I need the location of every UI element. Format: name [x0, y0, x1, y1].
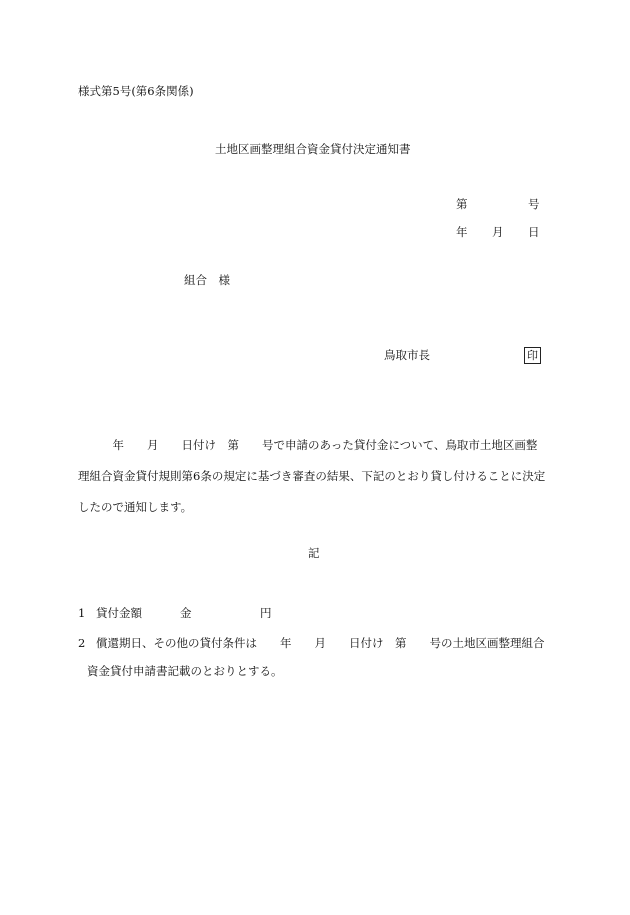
- ki-heading: 記: [308, 546, 320, 560]
- item2-line1: 償還期日、その他の貸付条件は 年 月 日付け 第 号の土地区画整理組合: [96, 636, 545, 650]
- date-day: 日: [528, 225, 540, 239]
- body-line: 理組合資金貸付規則第6条の規定に基づき審査の結果、下記のとおり貸し付けることに決定: [78, 469, 546, 483]
- item2-number: 2: [78, 636, 86, 650]
- sender-name: 鳥取市長: [384, 348, 430, 362]
- date-month: 月: [492, 225, 504, 239]
- body-line: 年 月 日付け 第 号で申請のあった貸付金について、鳥取市土地区画整: [78, 438, 538, 452]
- item1-label: 貸付金額: [96, 606, 142, 620]
- item2-line2: 資金貸付申請書記載のとおりとする。: [87, 664, 283, 678]
- document-title: 土地区画整理組合資金貸付決定通知書: [215, 142, 411, 156]
- form-number: 様式第5号(第6条関係): [78, 84, 194, 98]
- item1-en: 円: [260, 606, 272, 620]
- doc-number-go: 号: [528, 197, 540, 211]
- body-paragraph: [78, 430, 554, 523]
- date-year: 年: [456, 225, 468, 239]
- body-line: したので通知します。: [78, 500, 193, 514]
- official-seal-stamp: 印: [524, 347, 541, 364]
- addressee: 組合 様: [184, 273, 230, 287]
- doc-number-dai: 第: [456, 197, 468, 211]
- item1-number: 1: [78, 606, 86, 620]
- item1-kin: 金: [180, 606, 192, 620]
